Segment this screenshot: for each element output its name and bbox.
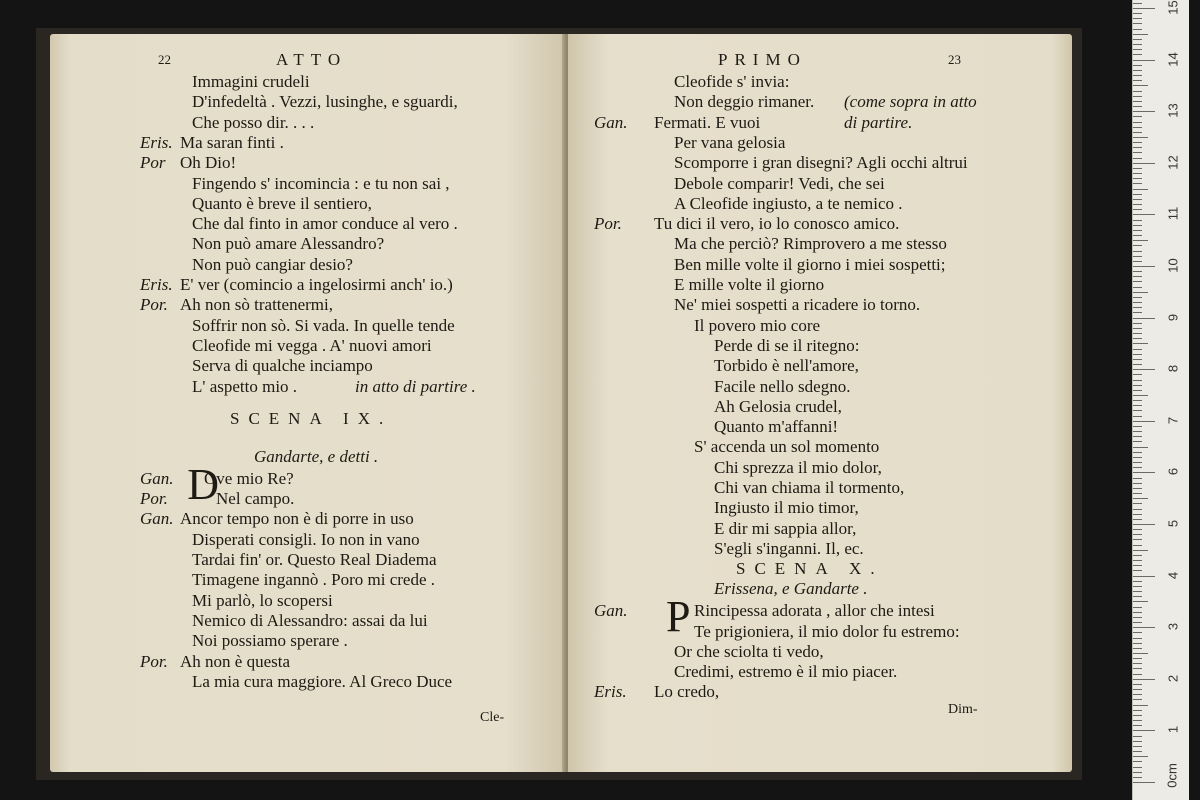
ruler-number: 5 [1165,519,1181,528]
ruler-tick [1133,736,1142,737]
ruler-number: 11 [1165,207,1181,221]
page-number: 23 [948,52,961,67]
right-page [568,34,1072,772]
speaker-label: Por. [140,651,168,671]
ruler-tick [1133,235,1142,236]
verse-line: La mia cura maggiore. Al Greco Duce [192,671,453,691]
speaker-label: Por. [594,214,622,234]
verse-line: Mi parlò, lo scopersi [192,590,333,610]
scene-cast: Gandarte, e detti . [254,446,379,466]
verse-line: S' accenda un sol momento [694,437,880,457]
ruler-tick [1133,730,1155,731]
ruler-tick [1133,292,1148,293]
ruler-tick [1133,545,1142,546]
scene-title: SCENA IX. [230,408,393,428]
ruler-tick [1133,694,1142,695]
ruler-tick [1133,307,1142,308]
ruler-tick [1133,586,1142,587]
drop-capital: P [666,592,691,642]
ruler-tick [1133,147,1142,148]
ruler-tick [1133,648,1142,649]
stage-direction: di partire. [844,112,913,132]
verse-line: Ma saran finti . [180,132,284,152]
verse-line: E dir mi sappia allor, [714,518,857,538]
verse-line: Credimi, estremo è il mio piacer. [674,662,898,682]
ruler-tick [1133,209,1142,210]
ruler-tick [1133,364,1142,365]
ruler-tick [1133,668,1142,669]
ruler-tick [1133,60,1155,61]
speaker-label: Gan. [594,112,628,132]
ruler-number: 14 [1165,51,1181,67]
verse-line: Ben mille volte il giorno i miei sospetti; [674,254,946,274]
ruler-tick [1133,452,1142,453]
ruler-tick [1133,777,1142,778]
ruler-tick [1133,483,1142,484]
verse-line: Tardai fin' or. Questo Real Diadema [192,550,437,569]
ruler-tick [1133,576,1155,577]
verse-line: Scomporre i gran disegni? Agli occhi altrui [674,153,968,173]
verse-line: Ah non è questa [180,651,291,671]
verse-line: Te prigioniera, il mio dolor fu estremo: [694,621,960,641]
ruler-tick [1133,436,1142,437]
ruler-tick [1133,524,1155,525]
ruler-tick [1133,416,1142,417]
ruler-tick [1133,519,1142,520]
ruler-tick [1133,472,1155,473]
ruler-tick [1133,266,1155,267]
ruler-tick [1133,349,1142,350]
verse-line: Noi possiamo sperare . [192,631,348,651]
verse-line: Cleofide s' invia: [674,72,790,91]
ruler-tick [1133,312,1142,313]
ruler-tick [1133,251,1142,252]
ruler-tick [1133,318,1155,319]
ruler-tick [1133,183,1142,184]
ruler-tick [1133,70,1142,71]
verse-line: Ah Gelosia crudel, [714,396,842,416]
ruler-tick [1133,328,1142,329]
verse-line: Debole comparir! Vedi, che sei [674,173,885,193]
measurement-ruler [1132,0,1189,800]
ruler-tick [1133,699,1142,700]
ruler-tick [1133,390,1142,391]
ruler-tick [1133,457,1142,458]
ruler-tick [1133,106,1142,107]
ruler-tick [1133,689,1142,690]
ruler-tick [1133,591,1142,592]
ruler-tick [1133,29,1142,30]
ruler-tick [1133,658,1142,659]
ruler-tick [1133,137,1148,138]
verse-line: Fingendo s' incomincia : e tu non sai , [192,173,450,193]
ruler-tick [1133,761,1142,762]
ruler-tick [1133,132,1142,133]
ruler-number: 1 [1165,726,1181,734]
ruler-tick [1133,679,1155,680]
ruler-tick [1133,158,1142,159]
ruler-tick [1133,767,1142,768]
ruler-tick [1133,323,1142,324]
ruler-unit-label: 0cm [1164,763,1180,788]
ruler-tick [1133,13,1142,14]
ruler-tick [1133,39,1142,40]
ruler-tick [1133,514,1142,515]
ruler-tick [1133,199,1142,200]
ruler-tick [1133,539,1142,540]
drop-capital: D [187,459,219,509]
ruler-tick [1133,23,1142,24]
ruler-tick [1133,225,1142,226]
left-page [50,34,566,772]
ruler-tick [1133,751,1142,752]
ruler-tick [1133,163,1155,164]
ruler-tick [1133,426,1142,427]
ruler-tick [1133,715,1142,716]
ruler-tick [1133,509,1142,510]
verse-line: Timagene ingannò . Poro mi crede . [192,570,435,590]
verse-line: Il povero mio core [694,315,821,335]
ruler-tick [1133,441,1142,442]
speaker-label: Por. [140,295,168,315]
ruler-tick [1133,256,1142,257]
verse-line: Quanto è breve il sentiero, [192,193,372,213]
ruler-tick [1133,462,1142,463]
ruler-tick [1133,431,1142,432]
ruler-tick [1133,261,1142,262]
speaker-label: Gan. [140,468,174,488]
verse-line: Oh Dio! [180,153,237,173]
ruler-tick [1133,756,1148,757]
verse-line: D'infedeltà . Vezzi, lusinghe, e sguardi, [192,92,458,112]
speaker-label: Eris. [140,132,173,152]
ruler-tick [1133,194,1142,195]
ruler-tick [1133,581,1142,582]
ruler-tick [1133,741,1142,742]
ruler-tick [1133,643,1142,644]
ruler-tick [1133,122,1142,123]
ruler-tick [1133,529,1142,530]
ruler-tick [1133,560,1142,561]
ruler-tick [1133,276,1142,277]
ruler-tick [1133,116,1142,117]
ruler-tick [1133,178,1142,179]
verse-line: Nemico di Alessandro: assai da lui [192,610,428,630]
ruler-tick [1133,142,1142,143]
ruler-tick [1133,555,1142,556]
ruler-tick [1133,503,1142,504]
ruler-tick [1133,369,1155,370]
ruler-tick [1133,44,1142,45]
ruler-tick [1133,287,1142,288]
ruler-tick [1133,220,1142,221]
page-number: 22 [158,52,171,67]
verse-line: Disperati consigli. Io non in vano [192,529,420,549]
ruler-tick [1133,601,1148,602]
ruler-tick [1133,168,1142,169]
ruler-tick [1133,281,1142,282]
verse-line: Non deggio rimaner. [674,92,815,112]
verse-line: Ancor tempo non è di porre in uso [180,509,414,529]
ruler-tick [1133,49,1142,50]
ruler-number: 2 [1165,674,1181,682]
ruler-number: 8 [1165,365,1181,373]
ruler-tick [1133,684,1142,685]
ruler-tick [1133,127,1142,128]
ruler-tick [1133,653,1148,654]
speaker-label: Eris. [594,682,627,702]
verse-line: Soffrir non sò. Si vada. In quelle tende [192,315,455,335]
verse-line: Ma che perciò? Rimprovero a me stesso [674,234,947,254]
stage-direction: in atto di partire . [355,376,476,396]
verse-line: Quanto m'affanni! [714,417,839,437]
ruler-number: 15 [1165,0,1181,15]
running-header: ATTO [276,50,348,69]
verse-line: Ne' miei sospetti a ricadere io torno. [674,295,921,315]
verse-line: Serva di qualche inciampo [192,356,373,376]
ruler-tick [1133,467,1142,468]
ruler-tick [1133,746,1142,747]
verse-line: Cleofide mi vegga . A' nuovi amori [192,335,432,355]
ruler-tick [1133,550,1148,551]
scene-cast: Erissena, e Gandarte . [714,579,868,599]
catchword: Cle- [480,710,505,725]
ruler-tick [1133,374,1142,375]
ruler-tick [1133,725,1142,726]
ruler-number: 10 [1165,258,1181,273]
verse-line: S'egli s'inganni. Il, ec. [714,538,864,558]
ruler-tick [1133,565,1142,566]
ruler-tick [1133,607,1142,608]
ruler-tick [1133,421,1155,422]
ruler-tick [1133,534,1142,535]
ruler-number: 3 [1165,623,1181,631]
ruler-tick [1133,410,1142,411]
ruler-tick [1133,354,1142,355]
speaker-label: Gan. [594,601,628,621]
ruler-tick [1133,498,1148,499]
ruler-tick [1133,18,1142,19]
speaker-label: Por. [140,489,168,509]
ruler-tick [1133,8,1155,9]
ruler-tick [1133,705,1148,706]
verse-line: Perde di se il ritegno: [714,335,860,355]
ruler-tick [1133,85,1148,86]
verse-line: Ingiusto il mio timor, [714,498,859,518]
verse-line: Lo credo, [654,682,720,702]
ruler-tick [1133,405,1142,406]
ruler-tick [1133,493,1142,494]
ruler-tick [1133,478,1142,479]
verse-line: Nel campo. [216,489,295,509]
ruler-tick [1133,359,1142,360]
verse-line: Or che sciolta ti vedo, [674,641,824,661]
verse-line: Che posso dir. . . . [192,112,315,132]
ruler-tick [1133,173,1142,174]
verse-line: Tu dici il vero, io lo conosco amico. [654,214,900,234]
ruler-tick [1133,96,1142,97]
ruler-tick [1133,111,1155,112]
verse-line: Per vana gelosia [674,132,786,152]
ruler-tick [1133,622,1142,623]
ruler-tick [1133,447,1148,448]
ruler-tick [1133,710,1142,711]
ruler-tick [1133,214,1155,215]
ruler-tick [1133,189,1148,190]
ruler-number: 6 [1165,468,1181,476]
ruler-number: 4 [1165,571,1181,579]
ruler-tick [1133,612,1142,613]
ruler-tick [1133,54,1142,55]
verse-line: L' aspetto mio . [192,376,298,396]
ruler-tick [1133,343,1148,344]
catchword: Dim- [948,702,978,717]
running-header: PRIMO [718,50,807,69]
ruler-number: 9 [1165,313,1181,321]
scene-title: SCENA X. [736,559,884,579]
ruler-number: 12 [1165,155,1181,170]
ruler-tick [1133,271,1142,272]
ruler-tick [1133,772,1142,773]
verse-line: Fermati. E vuoi [654,112,761,132]
ruler-tick [1133,395,1148,396]
speaker-label: Eris. [140,275,173,294]
verse-line: Immagini crudeli [192,72,310,91]
ruler-tick [1133,638,1142,639]
ruler-tick [1133,333,1142,334]
ruler-tick [1133,80,1142,81]
ruler-tick [1133,152,1142,153]
ruler-tick [1133,101,1142,102]
ruler-tick [1133,627,1155,628]
ruler-tick [1133,245,1142,246]
ruler-tick [1133,75,1142,76]
ruler-number: 7 [1165,416,1181,424]
verse-line: Che dal finto in amor conduce al vero . [192,214,458,234]
verse-line: Non può cangiar desio? [192,254,353,274]
ruler-number: 13 [1165,103,1181,118]
verse-line: Non può amare Alessandro? [192,234,385,254]
verse-line: Ah non sò trattenermi, [180,295,333,315]
ruler-tick [1133,400,1142,401]
ruler-tick [1133,297,1142,298]
ruler-tick [1133,488,1142,489]
ruler-tick [1133,230,1142,231]
verse-line: Chi van chiama il tormento, [714,478,905,497]
verse-line: Torbido è nell'amore, [714,356,859,376]
ruler-tick [1133,596,1142,597]
ruler-tick [1133,338,1142,339]
ruler-tick [1133,663,1142,664]
open-book [36,28,1082,780]
ruler-tick [1133,302,1142,303]
verse-line: Facile nello sdegno. [714,376,851,396]
ruler-tick [1133,34,1148,35]
speaker-label: Por [140,153,166,173]
ruler-tick [1133,570,1142,571]
ruler-tick [1133,380,1142,381]
speaker-label: Gan. [140,509,174,529]
ruler-tick [1133,782,1155,783]
ruler-tick [1133,240,1148,241]
verse-line: Chi sprezza il mio dolor, [714,457,882,477]
ruler-tick [1133,385,1142,386]
verse-line: A Cleofide ingiusto, a te nemico . [674,193,903,213]
stage-direction: (come sopra in atto [844,92,977,112]
ruler-tick [1133,3,1142,4]
verse-line: Ove mio Re? [204,468,294,488]
ruler-tick [1133,720,1142,721]
ruler-tick [1133,674,1142,675]
verse-line: E mille volte il giorno [674,275,825,294]
ruler-tick [1133,65,1142,66]
verse-line: E' ver (comincio a ingelosirmi anch' io.) [180,275,453,294]
verse-line: Rincipessa adorata , allor che intesi [694,601,935,621]
ruler-tick [1133,617,1142,618]
ruler-tick [1133,632,1142,633]
ruler-tick [1133,204,1142,205]
ruler-tick [1133,91,1142,92]
